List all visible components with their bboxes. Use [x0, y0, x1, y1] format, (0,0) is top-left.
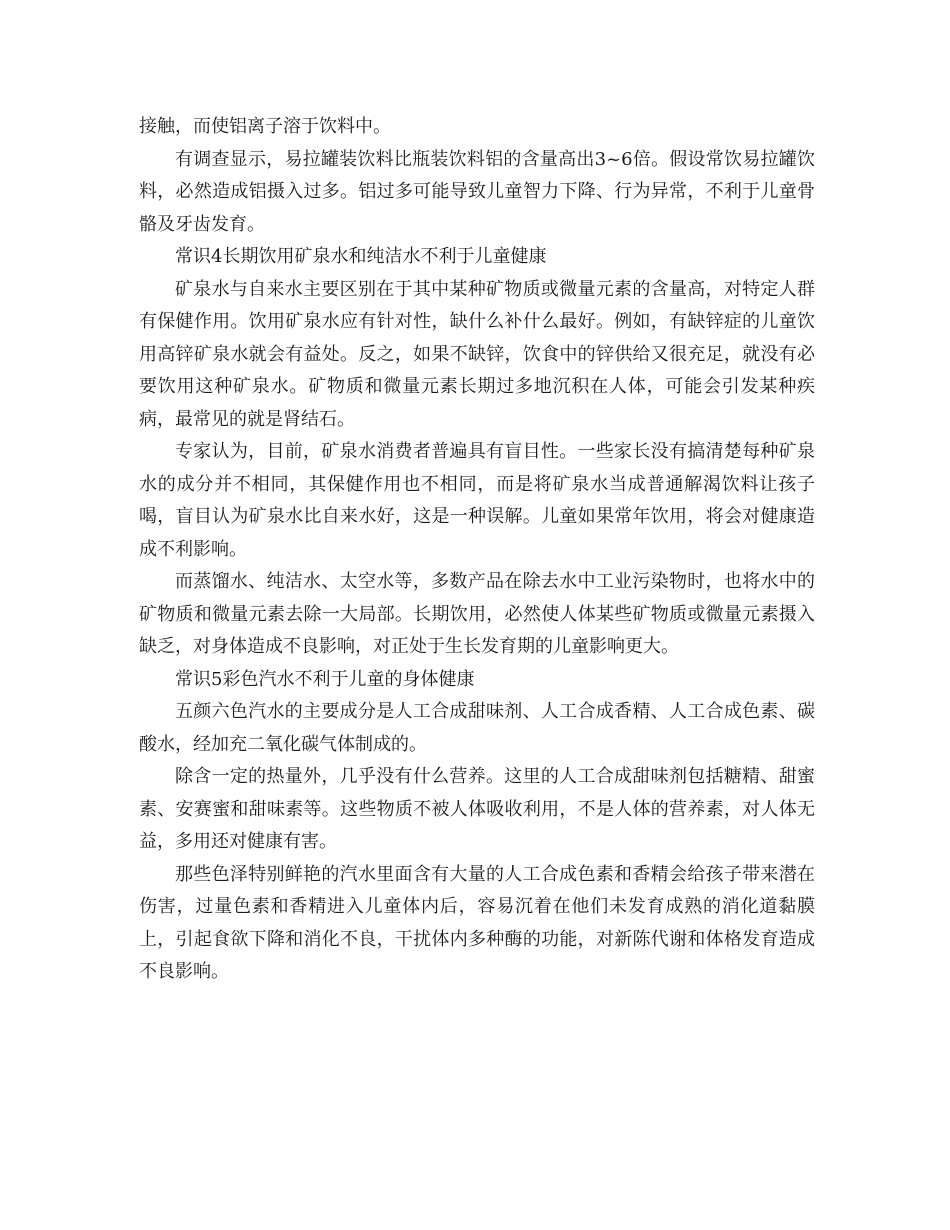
paragraph-can-aluminum: 有调查显示，易拉罐装饮料比瓶装饮料铝的含量高出3~6倍。假设常饮易拉罐饮料，必然造成铝摄入过多。铝过多可能导致儿童智力下降、行为异常，不利于儿童骨骼及牙齿发育。	[139, 148, 815, 235]
section-heading-4: 常识4长期饮用矿泉水和纯洁水不利于儿童健康	[175, 246, 547, 267]
document-page	[139, 111, 815, 989]
section-heading-5: 常识5彩色汽水不利于儿童的身体健康	[175, 668, 475, 690]
paragraph-sweeteners: 除含一定的热量外，几乎没有什么营养。这里的人工合成甜味剂包括糖精、甜蜜素、安赛蜜和甜味素等。这些物质不被人体吸收利用，不是人体的营养素，对人体无益，多用还对健康有害。	[139, 766, 815, 852]
paragraph-distilled-water: 而蒸馏水、纯洁水、太空水等，多数产品在除去水中工业污染物时，也将水中的矿物质和微量元素去除一大局部。长期饮用，必然使人体某些矿物质或微量元素摄入缺乏，对身体造成不良影响，对正处于生长发育期的儿童影响更大。	[139, 571, 815, 657]
paragraph-expert-opinion: 专家认为，目前，矿泉水消费者普遍具有盲目性。一些家长没有搞清楚每种矿泉水的成分并不相同，其保健作用也不相同，而是将矿泉水当成普通解渴饮料让孩子喝，盲目认为矿泉水比自来水好，这是一种误解。儿童如果常年饮用，将会对健康造成不利影响。	[139, 441, 815, 560]
paragraph-continuation: 接触，而使铝离子溶于饮料中。	[139, 116, 391, 137]
paragraph-soda-ingredients: 五颜六色汽水的主要成分是人工合成甜味剂、人工合成香精、人工合成色素、碳酸水，经加充二氧化碳气体制成的。	[139, 701, 815, 755]
paragraph-mineral-water: 矿泉水与自来水主要区别在于其中某种矿物质或微量元素的含量高，对特定人群有保健作用。饮用矿泉水应有针对性，缺什么补什么最好。例如，有缺锌症的儿童饮用高锌矿泉水就会有益处。反之，如果不缺锌，饮食中的锌供给又很充足，就没有必要饮用这种矿泉水。矿物质和微量元素长期过多地沉积在人体，可能会引发某种疾病，最常见的就是肾结石。	[139, 278, 815, 430]
paragraph-colorings: 那些色泽特别鲜艳的汽水里面含有大量的人工合成色素和香精会给孩子带来潜在伤害，过量色素和香精进入儿童体内后，容易沉着在他们未发育成熟的消化道黏膜上，引起食欲下降和消化不良，干扰体内多种酶的功能，对新陈代谢和体格发育造成不良影响。	[139, 863, 815, 982]
